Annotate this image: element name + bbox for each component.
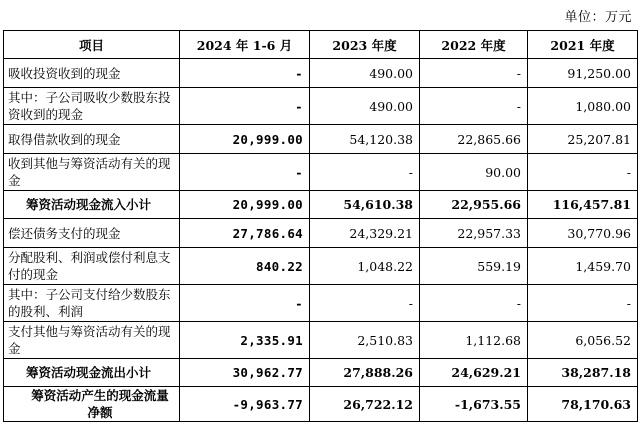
cell-2024h1: 30,962.77 bbox=[180, 359, 310, 387]
cell-2022: - bbox=[420, 88, 528, 125]
header-2021: 2021 年度 bbox=[528, 31, 638, 59]
row-label: 收到其他与筹资活动有关的现金 bbox=[4, 154, 180, 191]
cell-2021: 116,457.81 bbox=[528, 191, 638, 219]
table-row-subtotal-outflow bbox=[4, 359, 638, 387]
table-row bbox=[4, 59, 638, 88]
cell-2021: - bbox=[528, 154, 638, 191]
table-row bbox=[4, 219, 638, 248]
cell-2021: - bbox=[528, 285, 638, 322]
cell-2024h1: - bbox=[180, 59, 310, 88]
table-row-subtotal-inflow bbox=[4, 191, 638, 219]
cell-2022: 1,112.68 bbox=[420, 322, 528, 359]
cell-2024h1: - bbox=[180, 88, 310, 125]
header-2022: 2022 年度 bbox=[420, 31, 528, 59]
cell-2023: - bbox=[310, 154, 420, 191]
table-header-row bbox=[4, 31, 638, 59]
cell-2023: 1,048.22 bbox=[310, 248, 420, 285]
table-row bbox=[4, 154, 638, 191]
cell-2022: 22,865.66 bbox=[420, 125, 528, 154]
cell-2024h1: -9,963.77 bbox=[180, 387, 310, 422]
cell-2024h1: 27,786.64 bbox=[180, 219, 310, 248]
header-2024h1: 2024 年 1-6 月 bbox=[180, 31, 310, 59]
header-2023: 2023 年度 bbox=[310, 31, 420, 59]
cell-2021: 1,080.00 bbox=[528, 88, 638, 125]
cell-2024h1: 20,999.00 bbox=[180, 191, 310, 219]
header-item: 项目 bbox=[4, 31, 180, 59]
cell-2023: 26,722.12 bbox=[310, 387, 420, 422]
cell-2022: 24,629.21 bbox=[420, 359, 528, 387]
cell-2022: -1,673.55 bbox=[420, 387, 528, 422]
cell-2023: 54,120.38 bbox=[310, 125, 420, 154]
row-label: 分配股利、利润或偿付利息支付的现金 bbox=[4, 248, 180, 285]
cell-2024h1: - bbox=[180, 285, 310, 322]
cell-2022: 90.00 bbox=[420, 154, 528, 191]
row-label: 偿还债务支付的现金 bbox=[4, 219, 180, 248]
cell-2024h1: - bbox=[180, 154, 310, 191]
cell-2024h1: 20,999.00 bbox=[180, 125, 310, 154]
row-label: 其中：子公司支付给少数股东的股利、利润 bbox=[4, 285, 180, 322]
row-label: 取得借款收到的现金 bbox=[4, 125, 180, 154]
table-row bbox=[4, 248, 638, 285]
financing-cashflow-table bbox=[3, 30, 638, 422]
cell-2023: - bbox=[310, 285, 420, 322]
table-row bbox=[4, 322, 638, 359]
cell-2021: 30,770.96 bbox=[528, 219, 638, 248]
row-label: 筹资活动现金流出小计 bbox=[4, 359, 180, 387]
cell-2024h1: 2,335.91 bbox=[180, 322, 310, 359]
row-label: 筹资活动产生的现金流量净额 bbox=[4, 387, 180, 422]
row-label: 支付其他与筹资活动有关的现金 bbox=[4, 322, 180, 359]
row-label: 其中：子公司吸收少数股东投资收到的现金 bbox=[4, 88, 180, 125]
row-label: 筹资活动现金流入小计 bbox=[4, 191, 180, 219]
cell-2021: 1,459.70 bbox=[528, 248, 638, 285]
cell-2021: 6,056.52 bbox=[528, 322, 638, 359]
cell-2023: 24,329.21 bbox=[310, 219, 420, 248]
cell-2023: 54,610.38 bbox=[310, 191, 420, 219]
cell-2021: 78,170.63 bbox=[528, 387, 638, 422]
cell-2022: - bbox=[420, 59, 528, 88]
row-label: 吸收投资收到的现金 bbox=[4, 59, 180, 88]
cell-2021: 25,207.81 bbox=[528, 125, 638, 154]
cell-2022: 22,955.66 bbox=[420, 191, 528, 219]
cell-2023: 27,888.26 bbox=[310, 359, 420, 387]
cell-2021: 91,250.00 bbox=[528, 59, 638, 88]
table-row-net-cashflow bbox=[4, 387, 638, 422]
cell-2023: 490.00 bbox=[310, 88, 420, 125]
cell-2023: 490.00 bbox=[310, 59, 420, 88]
cell-2021: 38,287.18 bbox=[528, 359, 638, 387]
table-row bbox=[4, 125, 638, 154]
cell-2024h1: 840.22 bbox=[180, 248, 310, 285]
cell-2022: 559.19 bbox=[420, 248, 528, 285]
cell-2022: 22,957.33 bbox=[420, 219, 528, 248]
cell-2023: 2,510.83 bbox=[310, 322, 420, 359]
table-row bbox=[4, 88, 638, 125]
unit-label: 单位：万元 bbox=[564, 10, 632, 25]
table-row bbox=[4, 285, 638, 322]
cell-2022: - bbox=[420, 285, 528, 322]
